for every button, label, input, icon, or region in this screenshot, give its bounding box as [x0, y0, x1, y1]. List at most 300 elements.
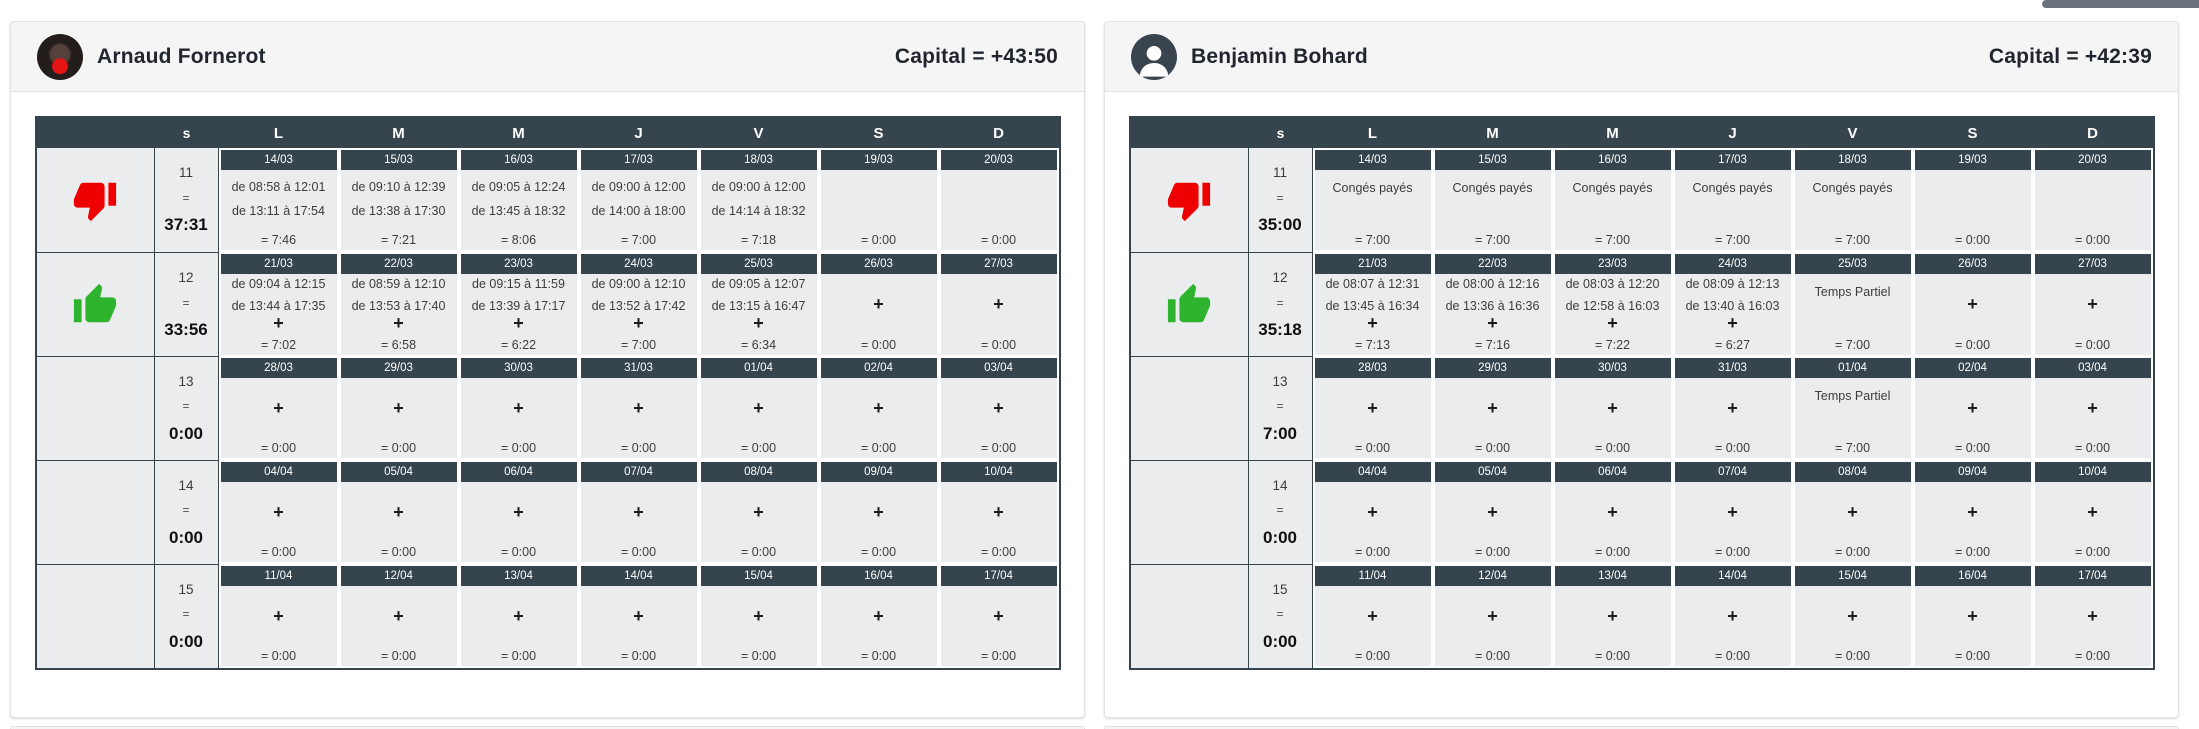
- day-column-header: J: [634, 124, 643, 142]
- day-total: = 0:00: [860, 648, 897, 663]
- add-entry-button[interactable]: +: [1727, 501, 1738, 522]
- day-content: [1675, 482, 1791, 562]
- add-entry-button[interactable]: +: [1367, 313, 1378, 333]
- day-content: [1435, 482, 1551, 562]
- day-content: [1435, 378, 1551, 458]
- day-total: = 0:00: [1474, 544, 1511, 559]
- add-entry-button[interactable]: +: [873, 397, 884, 418]
- day-content: [1315, 170, 1431, 250]
- plus-area: [461, 586, 577, 645]
- day-box: [581, 358, 697, 458]
- day-cell: [1793, 148, 1913, 252]
- week-row: [37, 148, 1059, 252]
- equals-sign: =: [182, 190, 190, 205]
- day-content: [821, 586, 937, 666]
- equals-sign: =: [1276, 190, 1284, 205]
- add-entry-button[interactable]: +: [1727, 397, 1738, 418]
- day-box: [821, 150, 937, 250]
- day-total: = 0:00: [500, 544, 537, 559]
- day-date: 14/04: [1675, 566, 1791, 586]
- day-cell: [219, 564, 339, 668]
- day-total: = 0:00: [380, 440, 417, 455]
- time-entry: de 13:52 à 17:42: [591, 298, 686, 313]
- plus-area: [1915, 274, 2031, 334]
- day-content: [461, 170, 577, 250]
- absence-type: Congés payés: [1332, 181, 1413, 195]
- day-box: [941, 254, 1057, 355]
- equals-sign: =: [182, 503, 190, 517]
- day-cell: [1673, 252, 1793, 357]
- day-cell: [459, 356, 579, 460]
- day-content: [581, 482, 697, 562]
- add-entry-button[interactable]: +: [633, 397, 644, 418]
- day-column-header: J: [1728, 124, 1737, 142]
- add-entry-button[interactable]: +: [1847, 501, 1858, 522]
- day-box: [2035, 566, 2151, 666]
- day-total: = 0:00: [860, 232, 897, 247]
- day-date: 24/03: [1675, 254, 1791, 274]
- day-date: 01/04: [701, 358, 817, 378]
- person-name: Benjamin Bohard: [1191, 44, 1368, 68]
- week-row: [1131, 356, 2153, 460]
- day-total: = 7:02: [260, 337, 297, 352]
- day-date: 27/03: [941, 254, 1057, 274]
- add-entry-button[interactable]: +: [1727, 605, 1738, 626]
- day-box: [1795, 150, 1911, 250]
- day-date: 05/04: [1435, 462, 1551, 482]
- week-row: [1131, 252, 2153, 356]
- plus-area: [221, 312, 337, 334]
- day-content: [941, 274, 1057, 355]
- day-total: = 0:00: [1594, 544, 1631, 559]
- day-total: = 0:00: [1474, 648, 1511, 663]
- add-entry-button[interactable]: +: [993, 605, 1004, 626]
- day-cell: [939, 564, 1059, 668]
- day-cell: [579, 460, 699, 564]
- day-total: = 7:00: [1474, 232, 1511, 247]
- week-total: 37:31: [164, 215, 208, 235]
- week-number: 11: [1272, 164, 1287, 180]
- add-entry-button[interactable]: +: [2087, 605, 2098, 626]
- day-cell: [819, 460, 939, 564]
- day-date: 12/04: [341, 566, 457, 586]
- person-name: Arnaud Fornerot: [97, 44, 266, 68]
- day-cell: [819, 564, 939, 668]
- time-entries: [461, 170, 577, 229]
- day-cell: [339, 460, 459, 564]
- day-box: [341, 150, 457, 250]
- day-content: [2035, 482, 2151, 562]
- add-entry-button[interactable]: +: [1367, 397, 1378, 418]
- day-cell: [699, 564, 819, 668]
- add-entry-button[interactable]: +: [1367, 605, 1378, 626]
- timesheet-table: [1129, 116, 2155, 670]
- day-date: 22/03: [1435, 254, 1551, 274]
- capital-value: Capital = +42:39: [1988, 44, 2152, 68]
- day-cell: [1673, 356, 1793, 460]
- day-column-header: S: [873, 124, 884, 142]
- thumb-down-icon[interactable]: [72, 177, 118, 223]
- day-total: = 6:22: [500, 337, 537, 352]
- day-total: = 0:00: [1594, 648, 1631, 663]
- day-box: [1555, 358, 1671, 458]
- week-summary-cell: [155, 148, 219, 252]
- plus-area: [941, 586, 1057, 645]
- add-entry-button[interactable]: +: [513, 605, 524, 626]
- week-number: 15: [178, 581, 194, 597]
- day-content: [1555, 274, 1671, 355]
- day-date: 15/04: [1795, 566, 1911, 586]
- plus-area: [941, 274, 1057, 334]
- add-entry-button[interactable]: +: [873, 605, 884, 626]
- day-total: = 0:00: [260, 648, 297, 663]
- day-box: [1795, 566, 1911, 666]
- day-date: 02/04: [1915, 358, 2031, 378]
- thumb-down-icon[interactable]: [1166, 177, 1212, 223]
- week-number: 11: [178, 164, 193, 180]
- day-total: = 7:18: [740, 232, 777, 247]
- add-entry-button[interactable]: +: [2087, 397, 2098, 418]
- add-entry-button[interactable]: +: [1727, 313, 1738, 333]
- add-entry-button[interactable]: +: [873, 501, 884, 522]
- day-date: 10/04: [941, 462, 1057, 482]
- add-entry-button[interactable]: +: [1487, 605, 1498, 626]
- day-content: [2035, 274, 2151, 355]
- add-entry-button[interactable]: +: [1607, 313, 1618, 333]
- day-box: [221, 150, 337, 250]
- add-entry-button[interactable]: +: [753, 605, 764, 626]
- day-date: 05/04: [341, 462, 457, 482]
- add-entry-button[interactable]: +: [513, 313, 524, 333]
- add-entry-button[interactable]: +: [1967, 397, 1978, 418]
- day-box: [461, 254, 577, 355]
- day-date: 18/03: [701, 150, 817, 170]
- day-box: [461, 150, 577, 250]
- day-cell: [1673, 460, 1793, 564]
- add-entry-button[interactable]: +: [873, 294, 884, 314]
- day-cell: [699, 460, 819, 564]
- week-summary-cell: [1249, 460, 1313, 564]
- card-body: [1105, 92, 2178, 670]
- day-box: [701, 462, 817, 562]
- day-cell: [1553, 564, 1673, 668]
- plus-area: [821, 586, 937, 645]
- day-cell: [1673, 564, 1793, 668]
- absence-label: [1435, 170, 1551, 229]
- day-box: [1915, 358, 2031, 458]
- card-header: [1105, 22, 2178, 92]
- plus-area: [2035, 378, 2151, 437]
- day-content: [1915, 378, 2031, 458]
- add-entry-button[interactable]: +: [753, 313, 764, 333]
- day-cell: [1793, 564, 1913, 668]
- week-status-cell: [37, 564, 155, 668]
- time-entries: [461, 274, 577, 312]
- add-entry-button[interactable]: +: [2087, 501, 2098, 522]
- week-row: [37, 460, 1059, 564]
- day-date: 13/04: [1555, 566, 1671, 586]
- time-entries: [581, 170, 697, 229]
- thumb-up-icon[interactable]: [1166, 282, 1212, 328]
- add-entry-button[interactable]: +: [633, 313, 644, 333]
- day-column-header: L: [1367, 124, 1378, 142]
- card-header: [11, 22, 1084, 92]
- time-entry: de 13:39 à 17:17: [471, 298, 566, 313]
- day-box: [1435, 254, 1551, 355]
- add-entry-button[interactable]: +: [1487, 397, 1498, 418]
- day-content: [1795, 378, 1911, 458]
- day-total: = 0:00: [1954, 337, 1991, 352]
- day-content: [1435, 170, 1551, 250]
- week-total: 0:00: [1262, 631, 1298, 651]
- day-total: = 8:06: [500, 232, 537, 247]
- week-total: 0:00: [168, 423, 204, 443]
- day-total: = 6:27: [1714, 337, 1751, 352]
- plus-area: [1555, 312, 1671, 334]
- empty-space: [821, 170, 937, 229]
- add-entry-button[interactable]: +: [1607, 605, 1618, 626]
- add-entry-button[interactable]: +: [2087, 294, 2098, 314]
- day-content: [221, 482, 337, 562]
- day-content: [221, 274, 337, 355]
- day-cell: [819, 356, 939, 460]
- add-entry-button[interactable]: +: [1607, 397, 1618, 418]
- add-entry-button[interactable]: +: [1967, 605, 1978, 626]
- week-row: [1131, 148, 2153, 252]
- day-content: [1915, 274, 2031, 355]
- day-date: 11/04: [221, 566, 337, 586]
- week-summary-cell: [155, 252, 219, 357]
- day-column-header: V: [1847, 124, 1858, 142]
- equals-sign: =: [1276, 399, 1284, 413]
- add-entry-button[interactable]: +: [1367, 501, 1378, 522]
- week-summary-cell: [155, 460, 219, 564]
- day-total: = 7:00: [1354, 232, 1391, 247]
- day-content: [1435, 274, 1551, 355]
- day-column-header: L: [273, 124, 284, 142]
- add-entry-button[interactable]: +: [633, 501, 644, 522]
- day-total: = 7:00: [1834, 440, 1871, 455]
- day-date: 20/03: [941, 150, 1057, 170]
- day-date: 20/03: [2035, 150, 2151, 170]
- day-box: [2035, 254, 2151, 355]
- add-entry-button[interactable]: +: [393, 501, 404, 522]
- add-entry-button[interactable]: +: [393, 605, 404, 626]
- add-entry-button[interactable]: +: [1607, 501, 1618, 522]
- day-cell: [1553, 356, 1673, 460]
- day-cell: [1433, 356, 1553, 460]
- day-content: [1915, 482, 2031, 562]
- day-content: [941, 170, 1057, 250]
- equals-sign: =: [182, 607, 190, 621]
- add-entry-button[interactable]: +: [1967, 501, 1978, 522]
- day-column-header: V: [753, 124, 764, 142]
- day-total: = 0:00: [860, 337, 897, 352]
- week-summary-cell: [1249, 148, 1313, 252]
- plus-area: [941, 378, 1057, 437]
- day-cell: [459, 564, 579, 668]
- time-entry: de 13:45 à 16:34: [1325, 298, 1420, 313]
- plus-area: [1675, 312, 1791, 334]
- day-content: [1315, 586, 1431, 666]
- empty-space: [1915, 170, 2031, 229]
- add-entry-button[interactable]: +: [393, 397, 404, 418]
- day-date: 07/04: [1675, 462, 1791, 482]
- day-box: [821, 566, 937, 666]
- plus-area: [1675, 586, 1791, 645]
- day-content: [941, 482, 1057, 562]
- day-date: 06/04: [1555, 462, 1671, 482]
- day-cell: [219, 460, 339, 564]
- week-summary-cell: [1249, 252, 1313, 357]
- capital-value: Capital = +43:50: [894, 44, 1058, 68]
- absence-type: Temps Partiel: [1814, 389, 1891, 403]
- day-cell: [339, 252, 459, 357]
- add-entry-button[interactable]: +: [993, 397, 1004, 418]
- day-content: [701, 378, 817, 458]
- employee-card-benjamin: [1104, 21, 2179, 718]
- day-box: [1675, 254, 1791, 355]
- day-date: 26/03: [821, 254, 937, 274]
- day-date: 28/03: [1315, 358, 1431, 378]
- day-column-header: D: [2087, 124, 2098, 142]
- add-entry-button[interactable]: +: [1487, 313, 1498, 333]
- plus-area: [341, 482, 457, 541]
- add-entry-button[interactable]: +: [993, 294, 1004, 314]
- week-status-cell: [37, 252, 155, 357]
- day-cell: [1673, 148, 1793, 252]
- add-entry-button[interactable]: +: [993, 501, 1004, 522]
- week-row: [37, 356, 1059, 460]
- day-box: [341, 462, 457, 562]
- day-cell: [699, 356, 819, 460]
- day-box: [1435, 358, 1551, 458]
- time-entry: de 08:58 à 12:01: [231, 180, 326, 195]
- day-box: [821, 462, 937, 562]
- day-total: = 0:00: [980, 440, 1017, 455]
- add-entry-button[interactable]: +: [633, 605, 644, 626]
- day-total: = 0:00: [980, 232, 1017, 247]
- time-entry: de 13:36 à 16:36: [1445, 298, 1540, 313]
- day-content: [581, 274, 697, 355]
- day-total: = 0:00: [620, 544, 657, 559]
- day-box: [221, 462, 337, 562]
- day-date: 04/04: [221, 462, 337, 482]
- add-entry-button[interactable]: +: [273, 397, 284, 418]
- week-status-cell: [1131, 356, 1249, 460]
- week-status-cell: [1131, 564, 1249, 668]
- day-content: [1795, 274, 1911, 355]
- week-status-cell: [1131, 460, 1249, 564]
- week-status-cell: [37, 356, 155, 460]
- day-content: [2035, 378, 2151, 458]
- time-entries: [341, 274, 457, 312]
- day-total: = 0:00: [1954, 232, 1991, 247]
- week-total: 0:00: [168, 527, 204, 547]
- day-column-header: M: [512, 124, 525, 142]
- day-box: [581, 462, 697, 562]
- employee-card-arnaud: [10, 21, 1085, 718]
- thumb-up-icon[interactable]: [72, 282, 118, 328]
- absence-label: [1795, 274, 1911, 334]
- day-date: 30/03: [461, 358, 577, 378]
- add-entry-button[interactable]: +: [1847, 605, 1858, 626]
- add-entry-button[interactable]: +: [753, 397, 764, 418]
- add-entry-button[interactable]: +: [753, 501, 764, 522]
- day-total: = 0:00: [1834, 544, 1871, 559]
- plus-area: [701, 482, 817, 541]
- week-total: 33:56: [164, 320, 208, 340]
- day-box: [1675, 462, 1791, 562]
- day-date: 19/03: [1915, 150, 2031, 170]
- day-box: [221, 358, 337, 458]
- day-total: = 7:00: [1834, 337, 1871, 352]
- day-box: [941, 462, 1057, 562]
- time-entry: de 08:59 à 12:10: [351, 277, 446, 291]
- absence-label: [1675, 170, 1791, 229]
- add-entry-button[interactable]: +: [1487, 501, 1498, 522]
- day-total: = 0:00: [260, 440, 297, 455]
- time-entry: de 08:09 à 12:13: [1685, 277, 1780, 291]
- day-total: = 0:00: [1354, 440, 1391, 455]
- day-box: [1915, 462, 2031, 562]
- day-cell: [459, 148, 579, 252]
- day-cell: [339, 148, 459, 252]
- day-content: [221, 586, 337, 666]
- time-entry: de 14:14 à 18:32: [711, 204, 806, 219]
- day-total: = 0:00: [500, 648, 537, 663]
- day-total: = 0:00: [860, 440, 897, 455]
- day-content: [1555, 482, 1671, 562]
- day-box: [1315, 566, 1431, 666]
- add-entry-button[interactable]: +: [513, 501, 524, 522]
- time-entries: [1435, 274, 1551, 312]
- plus-area: [701, 586, 817, 645]
- add-entry-button[interactable]: +: [273, 501, 284, 522]
- day-date: 16/03: [461, 150, 577, 170]
- day-content: [1555, 170, 1671, 250]
- day-date: 16/04: [821, 566, 937, 586]
- day-date: 02/04: [821, 358, 937, 378]
- day-date: 22/03: [341, 254, 457, 274]
- add-entry-button[interactable]: +: [1967, 294, 1978, 314]
- week-total: 0:00: [168, 631, 204, 651]
- day-cell: [219, 356, 339, 460]
- day-total: = 0:00: [2074, 544, 2111, 559]
- day-box: [1795, 358, 1911, 458]
- day-box: [1555, 462, 1671, 562]
- week-status-cell: [37, 148, 155, 252]
- day-date: 28/03: [221, 358, 337, 378]
- day-content: [461, 378, 577, 458]
- time-entries: [1555, 274, 1671, 312]
- day-content: [341, 274, 457, 355]
- time-entry: de 09:04 à 12:15: [231, 277, 326, 291]
- plus-area: [341, 586, 457, 645]
- user-icon: [1134, 40, 1174, 80]
- day-cell: [579, 564, 699, 668]
- day-total: = 0:00: [2074, 648, 2111, 663]
- add-entry-button[interactable]: +: [513, 397, 524, 418]
- table-header-row: [1131, 118, 2153, 148]
- day-total: = 7:00: [620, 337, 657, 352]
- day-box: [1915, 566, 2031, 666]
- add-entry-button[interactable]: +: [273, 605, 284, 626]
- plus-area: [1675, 482, 1791, 541]
- add-entry-button[interactable]: +: [273, 313, 284, 333]
- add-entry-button[interactable]: +: [393, 313, 404, 333]
- day-cell: [819, 252, 939, 357]
